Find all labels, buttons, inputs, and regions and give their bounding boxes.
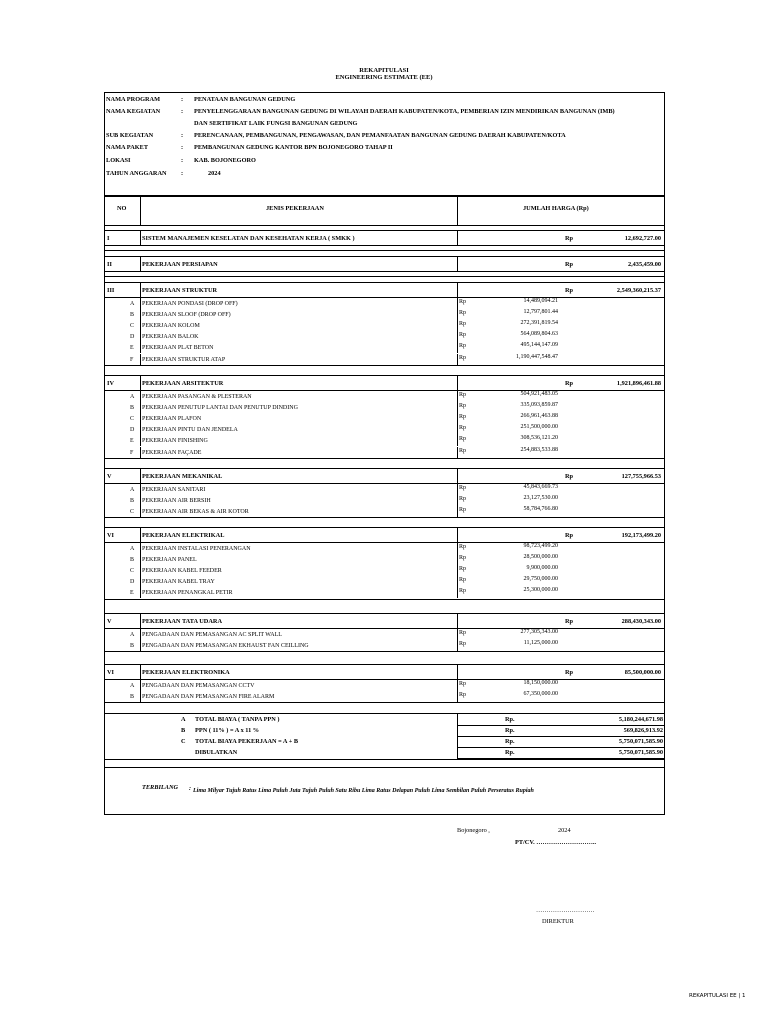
item-letter: C [130, 323, 135, 330]
section-top-line [104, 664, 664, 665]
item-letter: C [130, 509, 135, 516]
column-divider [457, 613, 458, 628]
section-title-bottom-line [104, 271, 664, 272]
info-separator: : [181, 157, 184, 164]
column-divider [457, 354, 458, 365]
section-number: III [107, 287, 115, 294]
section-title-bottom-line [104, 679, 664, 680]
column-divider [140, 402, 141, 413]
column-divider [140, 495, 141, 506]
section-number: VI [107, 532, 114, 539]
item-rp: Rp [459, 544, 467, 550]
column-divider [457, 495, 458, 506]
item-name: PEKERJAAN KABEL TRAY [142, 579, 215, 586]
item-rp: Rp [459, 641, 467, 648]
section-title: PEKERJAAN TATA UDARA [142, 618, 222, 625]
info-separator: : [181, 170, 184, 177]
item-name: PEKERJAAN PINTU DAN JENDELA [142, 427, 238, 434]
section-rp: Rp [565, 618, 574, 625]
section-title-bottom-line [104, 297, 664, 298]
item-name: PEKERJAAN PASANGAN & PLESTERAN [142, 394, 252, 400]
column-divider [457, 691, 458, 702]
column-divider [140, 342, 141, 353]
item-letter: D [130, 334, 135, 341]
column-divider [140, 629, 141, 640]
section-title-bottom-line [104, 542, 664, 543]
section-title: SISTEM MANAJEMEN KESELATAN DAN KESEHATAN KERJA ( SMKK ) [142, 235, 355, 242]
section-title-bottom-line [104, 628, 664, 629]
section-title-bottom-line [104, 390, 664, 391]
column-divider [457, 282, 458, 297]
column-divider [457, 664, 458, 679]
info-label: SUB KEGIATAN [106, 132, 154, 139]
item-value: 23,127,530.00 [523, 495, 558, 502]
total-value: 5,180,244,671.98 [618, 716, 663, 723]
column-divider [457, 527, 458, 542]
section-title: PEKERJAAN ELEKTRONIKA [142, 669, 230, 676]
column-divider [457, 680, 458, 691]
document-subtitle: ENGINEERING ESTIMATE (EE) [335, 74, 433, 81]
terbilang-text: Lima Milyar Tujuh Ratus Lima Puluh Juta Tujuh Puluh Satu Ribu Lima Ratus Delapan Puluh Lima Sembilan Puluh Perseratus Rupiah [193, 788, 534, 794]
signature-role: DIREKTUR [542, 918, 574, 925]
column-divider [140, 320, 141, 331]
item-value: 67,350,000.00 [523, 691, 558, 698]
column-divider [457, 391, 458, 402]
info-value: PENATAAN BANGUNAN GEDUNG [194, 96, 296, 103]
total-label: PPN ( 11% ) = A x 11 % [195, 727, 260, 734]
item-letter: F [130, 449, 134, 456]
item-value: 335,093,859.87 [520, 402, 558, 409]
header-bottom-line [104, 225, 664, 226]
column-divider [140, 309, 141, 320]
spacer-line [104, 250, 664, 251]
item-value: 564,089,804.63 [520, 331, 558, 338]
column-divider [140, 506, 141, 517]
section-number: V [107, 473, 112, 480]
column-divider [457, 375, 458, 390]
info-label: LOKASI [106, 157, 131, 164]
section-number: VI [107, 669, 114, 676]
section-rp: Rp [565, 235, 574, 242]
section-title: PEKERJAAN ARSITEKTUR [142, 380, 224, 387]
item-letter: A [130, 546, 135, 552]
item-name: PEKERJAAN SLOOF (DROP OFF) [142, 312, 231, 319]
info-label: NAMA PAKET [106, 144, 149, 151]
column-header-jenis: JENIS PEKERJAAN [266, 205, 324, 212]
section-total: 288,430,343.00 [621, 618, 661, 625]
section-rp: Rp [565, 473, 574, 480]
item-rp: Rp [459, 354, 467, 361]
column-divider [457, 298, 458, 309]
item-value: 58,784,766.80 [523, 506, 558, 513]
section-number: I [107, 235, 110, 242]
item-letter: B [130, 557, 135, 564]
column-divider [140, 230, 141, 245]
signature-line: ………………………. [536, 907, 595, 914]
column-divider [140, 391, 141, 402]
item-rp: Rp [459, 588, 467, 595]
section-title: PEKERJAAN ELEKTRIKAL [142, 532, 225, 539]
section-number: IV [107, 380, 114, 387]
spacer-line [104, 276, 664, 277]
item-name: PEKERJAAN PENANGKAL PETIR [142, 590, 233, 597]
section-rp: Rp [565, 287, 574, 294]
item-value: 25,300,000.00 [523, 587, 558, 594]
item-letter: B [130, 498, 135, 505]
column-divider [457, 413, 458, 424]
column-divider [140, 298, 141, 309]
info-separator: : [181, 108, 184, 115]
column-divider [457, 543, 458, 554]
total-value: 5,750,071,585.90 [618, 738, 663, 745]
column-divider [457, 484, 458, 495]
info-value: 2024 [208, 170, 221, 177]
section-top-line [104, 282, 664, 283]
total-label: DIBULATKAN [195, 749, 238, 756]
item-letter: B [130, 694, 135, 701]
column-divider [457, 554, 458, 565]
column-divider [457, 424, 458, 435]
total-label: TOTAL BIAYA PEKERJAAN = A + B [195, 738, 299, 745]
terbilang-top-line [104, 767, 664, 768]
column-divider [140, 331, 141, 342]
info-value: KAB. BOJONEGORO [194, 157, 256, 164]
section-total: 192,173,499.20 [621, 532, 661, 539]
section-title-bottom-line [104, 483, 664, 484]
item-letter: F [130, 356, 134, 363]
item-name: PEKERJAAN FAÇADE [142, 449, 202, 456]
item-value: 266,961,463.88 [520, 413, 558, 420]
column-divider [457, 447, 458, 458]
section-title: PEKERJAAN STRUKTUR [142, 287, 218, 294]
column-header-jumlah: JUMLAH HARGA (Rp) [523, 205, 589, 212]
column-divider [457, 629, 458, 640]
items-bottom-line [104, 599, 664, 600]
item-value: 495,144,147.09 [520, 342, 558, 349]
section-rp: Rp [565, 261, 574, 268]
item-name: PENGADAAN DAN PEMASANGAN CCTV [142, 683, 255, 689]
total-rp: Rp. [505, 716, 515, 723]
item-letter: A [130, 487, 135, 493]
column-divider [140, 543, 141, 554]
total-label: TOTAL BIAYA ( TANPA PPN ) [195, 716, 280, 723]
section-total: 1,921,896,461.88 [616, 380, 661, 387]
item-value: 98,723,499.20 [523, 543, 558, 549]
column-divider [140, 468, 141, 483]
column-divider [457, 402, 458, 413]
column-divider [140, 527, 141, 542]
item-letter: B [130, 405, 135, 412]
item-name: PEKERJAAN PENUTUP LANTAI DAN PENUTUP DINDING [142, 405, 298, 412]
section-rp: Rp [565, 380, 574, 387]
total-rp: Rp. [505, 749, 515, 756]
info-separator: : [181, 144, 184, 151]
item-value: 254,883,533.88 [520, 446, 558, 453]
section-total: 2,549,360,215.37 [616, 287, 661, 294]
item-rp: Rp [459, 496, 467, 503]
info-separator: : [181, 132, 184, 139]
section-total: 85,500,000.00 [624, 669, 661, 676]
item-name: PEKERJAAN KABEL FEEDER [142, 568, 222, 575]
info-value-continued: DAN SERTIFIKAT LAIK FUNGSI BANGUNAN GEDUNG [194, 120, 358, 127]
item-value: 1,190,447,548.47 [516, 353, 558, 360]
item-letter: A [130, 632, 135, 638]
total-value: 5,750,071,585.90 [618, 749, 663, 756]
item-name: PEKERJAAN INSTALASI PENERANGAN [142, 546, 251, 552]
item-rp: Rp [459, 555, 467, 562]
item-name: PEKERJAAN AIR BEKAS & AIR KOTOR [142, 509, 249, 516]
item-letter: C [130, 568, 135, 575]
column-divider [140, 613, 141, 628]
item-letter: A [130, 683, 135, 689]
page-footer: REKAPITULASI EE | 1 [689, 993, 746, 999]
item-value: 18,150,000.00 [523, 680, 558, 686]
item-letter: C [130, 416, 135, 423]
column-divider [140, 413, 141, 424]
items-bottom-line [104, 651, 664, 652]
item-rp: Rp [459, 566, 467, 573]
column-divider [457, 309, 458, 320]
items-bottom-line [104, 702, 664, 703]
column-divider [457, 640, 458, 651]
column-divider [457, 506, 458, 517]
item-rp: Rp [459, 299, 467, 305]
info-value: PERENCANAAN, PEMBANGUNAN, PENGAWASAN, DAN PEMANFAATAN BANGUNAN GEDUNG DAERAH KABUPATEN/KOTA [194, 132, 566, 139]
column-divider [457, 576, 458, 587]
item-value: 272,391,819.54 [520, 320, 558, 327]
totals-row-line [457, 725, 664, 726]
section-top-line [104, 230, 664, 231]
item-rp: Rp [459, 630, 467, 636]
column-divider [140, 640, 141, 651]
item-rp: Rp [459, 485, 467, 491]
item-rp: Rp [459, 332, 467, 339]
item-letter: D [130, 427, 135, 434]
item-value: 45,843,669.73 [523, 484, 558, 490]
total-letter: B [181, 727, 186, 734]
column-divider [457, 435, 458, 446]
item-rp: Rp [459, 436, 467, 443]
column-divider [457, 587, 458, 598]
column-divider [140, 484, 141, 495]
item-value: 28,500,000.00 [523, 554, 558, 561]
item-value: 12,797,801.44 [523, 309, 558, 316]
items-bottom-line [104, 365, 664, 366]
header-divider-no [140, 195, 141, 225]
item-value: 9,900,000.00 [526, 565, 558, 572]
item-name: PEKERJAAN PONDASI (DROP OFF) [142, 301, 238, 307]
info-label: TAHUN ANGGARAN [106, 170, 167, 177]
column-divider [457, 714, 458, 725]
column-divider [140, 354, 141, 365]
totals-bottom-line [104, 759, 664, 760]
item-letter: D [130, 579, 135, 586]
item-letter: B [130, 312, 135, 319]
column-divider [457, 331, 458, 342]
column-divider [140, 375, 141, 390]
item-name: PENGADAAN DAN PEMASANGAN FIRE ALARM [142, 694, 275, 701]
section-title-bottom-line [104, 245, 664, 246]
total-rp: Rp. [505, 738, 515, 745]
item-name: PEKERJAAN PLAFON [142, 416, 202, 423]
items-bottom-line [104, 517, 664, 518]
totals-row-line [457, 747, 664, 748]
item-rp: Rp [459, 414, 467, 421]
terbilang-label: TERBILANG [142, 784, 179, 791]
total-letter: C [181, 738, 186, 745]
terbilang-separator: : [189, 786, 191, 792]
item-rp: Rp [459, 425, 467, 432]
item-name: PEKERJAAN FINISHING [142, 438, 208, 445]
total-letter: A [181, 716, 186, 723]
signature-year: 2024 [558, 827, 571, 834]
info-value: PENYELENGGARAAN BANGUNAN GEDUNG DI WILAYAH DAERAH KABUPATEN/KOTA, PEMBERIAN IZIN MENDIRIKAN BANGUNAN (IMB) [194, 108, 615, 115]
item-rp: Rp [459, 403, 467, 410]
item-name: PENGADAAN DAN PEMASANGAN AC SPLIT WALL [142, 632, 282, 638]
section-rp: Rp [565, 532, 574, 539]
item-name: PEKERJAAN SANITARI [142, 487, 206, 493]
column-divider [457, 468, 458, 483]
item-value: 14,489,094.21 [523, 298, 558, 304]
column-divider [457, 736, 458, 747]
section-top-line [104, 468, 664, 469]
item-rp: Rp [459, 343, 467, 350]
section-total: 12,692,727.00 [624, 235, 661, 242]
item-name: PEKERJAAN KOLOM [142, 323, 200, 330]
item-rp: Rp [459, 681, 467, 687]
header-divider-jumlah [457, 195, 458, 225]
column-divider [140, 435, 141, 446]
section-title: PEKERJAAN PERSIAPAN [142, 261, 218, 268]
info-label: NAMA PROGRAM [106, 96, 161, 103]
item-value: 308,536,121.20 [520, 435, 558, 442]
column-divider [140, 424, 141, 435]
item-value: 277,305,343.00 [520, 629, 558, 635]
column-divider [140, 554, 141, 565]
item-letter: A [130, 394, 135, 400]
column-divider [140, 664, 141, 679]
item-letter: E [130, 590, 134, 597]
column-divider [457, 320, 458, 331]
section-top-line [104, 375, 664, 376]
item-letter: E [130, 438, 134, 445]
column-divider [140, 691, 141, 702]
item-name: PEKERJAAN AIR BERSIH [142, 498, 211, 505]
column-divider [140, 565, 141, 576]
info-separator: : [181, 96, 184, 103]
column-divider [140, 576, 141, 587]
item-letter: E [130, 345, 134, 352]
item-value: 29,750,000.00 [523, 576, 558, 583]
item-name: PEKERJAAN PLAT BETON [142, 345, 214, 352]
column-divider [457, 230, 458, 245]
column-divider [457, 747, 458, 758]
totals-top-line [104, 713, 664, 714]
signature-place: Bojonegoro , [457, 827, 490, 834]
column-divider [140, 587, 141, 598]
item-value: 504,921,483.05 [520, 391, 558, 397]
column-divider [457, 565, 458, 576]
item-name: PENGADAAN DAN PEMASANGAN EKHAUST FAN CEILLING [142, 643, 309, 650]
item-rp: Rp [459, 321, 467, 328]
column-divider [457, 725, 458, 736]
info-label: NAMA KEGIATAN [106, 108, 161, 115]
section-total: 2,435,459.00 [627, 261, 661, 268]
column-divider [140, 680, 141, 691]
items-bottom-line [104, 458, 664, 459]
section-top-line [104, 256, 664, 257]
column-header-no: NO [117, 205, 127, 212]
section-total: 127,755,966.53 [621, 473, 661, 480]
section-title: PEKERJAAN MEKANIKAL [142, 473, 223, 480]
section-rp: Rp [565, 669, 574, 676]
item-name: PEKERJAAN BALOK [142, 334, 199, 341]
item-value: 11,125,000.00 [523, 640, 558, 647]
item-name: PEKERJAAN PANEL [142, 557, 197, 564]
item-rp: Rp [459, 310, 467, 317]
section-number: V [107, 618, 112, 625]
section-top-line [104, 613, 664, 614]
item-name: PEKERJAAN STRUKTUR ATAP [142, 356, 226, 363]
total-value: 569,826,913.92 [623, 727, 663, 734]
item-rp: Rp [459, 577, 467, 584]
totals-row-line [457, 736, 664, 737]
column-divider [140, 447, 141, 458]
section-number: II [107, 261, 112, 268]
item-rp: Rp [459, 392, 467, 398]
column-divider [140, 256, 141, 271]
item-rp: Rp [459, 692, 467, 699]
item-value: 251,500,000.00 [520, 424, 558, 431]
column-divider [140, 282, 141, 297]
column-divider [457, 256, 458, 271]
item-letter: B [130, 643, 135, 650]
info-value: PEMBANGUNAN GEDUNG KANTOR BPN BOJONEGORO TAHAP II [194, 144, 393, 151]
signature-company: PT/CV. ……………………….. [515, 839, 597, 846]
column-divider [457, 342, 458, 353]
item-rp: Rp [459, 447, 467, 454]
section-top-line [104, 527, 664, 528]
item-rp: Rp [459, 507, 467, 514]
document-title: REKAPITULASI [359, 67, 409, 74]
total-rp: Rp. [505, 727, 515, 734]
item-letter: A [130, 301, 135, 307]
